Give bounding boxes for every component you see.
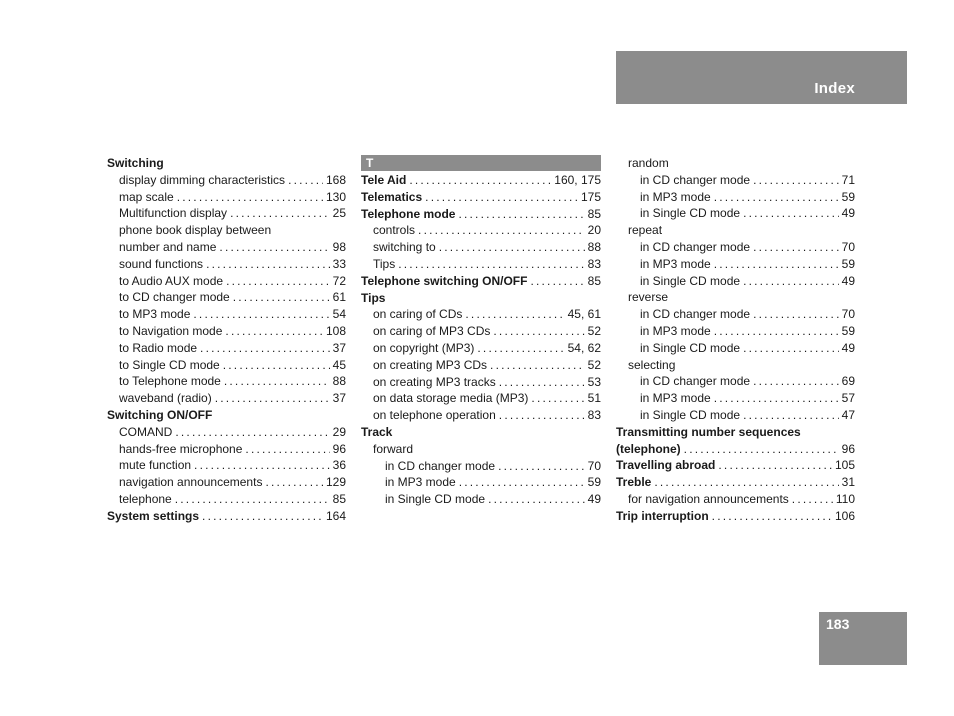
dot-leader (418, 222, 585, 239)
index-entry-page: 54 (332, 307, 346, 322)
index-entry-page: 160, 175 (554, 173, 601, 187)
index-entry-label: mute function (119, 458, 192, 473)
index-entry-label: in CD changer mode (385, 458, 496, 473)
index-entry-page: 49 (841, 206, 855, 221)
index-entry-page: 85 (587, 273, 601, 288)
dot-leader (224, 373, 330, 390)
dot-leader (458, 206, 584, 223)
index-entry-label: to CD changer mode (119, 290, 230, 305)
index-entry (616, 189, 855, 206)
index-entry (616, 172, 855, 189)
index-entry-label: map scale (119, 189, 174, 204)
index-entry-page: 49 (841, 340, 855, 355)
index-entry-label: hands-free microphone (119, 441, 243, 456)
index-entry (616, 441, 855, 458)
index-entry-label: on copyright (MP3) (373, 340, 475, 355)
index-entry-page: 69 (841, 374, 855, 389)
index-entry (107, 491, 346, 508)
dot-leader (477, 340, 564, 357)
dot-leader (194, 457, 330, 474)
index-entry (361, 491, 601, 508)
index-entry-page: 45, 61 (567, 307, 601, 322)
index-entry-label: Treble (616, 475, 652, 490)
index-entry (361, 306, 601, 323)
dot-leader (714, 390, 839, 407)
index-entry-page: 83 (587, 256, 601, 271)
section-letter-bar: T (361, 155, 601, 171)
index-entry (107, 189, 346, 206)
index-entry-label: controls (373, 223, 416, 238)
index-entry-label: to Radio mode (119, 340, 198, 355)
index-entry-page: 49 (841, 273, 855, 288)
index-entry-page: 129 (325, 475, 346, 490)
index-entry-label: on telephone operation (373, 408, 496, 423)
index-entry-label: switching to (373, 240, 436, 255)
index-entry-label: display dimming characteristics (119, 172, 286, 187)
index-entry-label: in CD changer mode (640, 307, 751, 322)
index-entry-page: 36 (332, 458, 346, 473)
index-entry-page: 106 (834, 508, 855, 523)
index-entry-page: 25 (332, 206, 346, 221)
index-entry-label: Travelling abroad (616, 458, 716, 473)
index-entry (361, 474, 601, 491)
index-entry-label: to Telephone mode (119, 374, 221, 389)
index-entry-label: selecting (628, 357, 676, 372)
dot-leader (488, 491, 585, 508)
index-entry-label: (telephone) (616, 441, 681, 456)
index-entry (107, 407, 346, 424)
index-entry-page: 20 (587, 223, 601, 238)
dot-leader (425, 189, 578, 206)
index-entry (361, 172, 601, 189)
index-entry-page: 45 (332, 357, 346, 372)
index-entry-page: 31 (841, 475, 855, 490)
index-entry (107, 172, 346, 189)
index-entry-page: 59 (841, 323, 855, 338)
index-entry-page: 51 (587, 391, 601, 406)
index-entry-label: in CD changer mode (640, 172, 751, 187)
index-entry (616, 323, 855, 340)
index-entry (107, 205, 346, 222)
index-entry-page: 164 (325, 508, 346, 523)
index-entry (616, 457, 855, 474)
index-entry (107, 508, 346, 525)
dot-leader (175, 424, 329, 441)
index-entry-label: in Single CD mode (640, 206, 741, 221)
dot-leader (499, 407, 585, 424)
index-entry (361, 424, 601, 441)
dot-leader (743, 273, 839, 290)
dot-leader (439, 239, 585, 256)
index-entry-label: System settings (107, 508, 200, 523)
index-entry-page: 33 (332, 256, 346, 271)
dot-leader (465, 306, 564, 323)
index-entry-label: in MP3 mode (385, 475, 456, 490)
dot-leader (712, 508, 832, 525)
index-entry (616, 155, 855, 172)
dot-leader (743, 407, 839, 424)
dot-leader (499, 374, 585, 391)
index-entry (616, 424, 855, 441)
dot-leader (714, 189, 839, 206)
index-entry (616, 273, 855, 290)
index-entry (616, 205, 855, 222)
dot-leader (193, 306, 329, 323)
page-title: Index (814, 80, 855, 97)
index-entry (107, 323, 346, 340)
index-entry-page: 168 (325, 172, 346, 187)
index-entry-page: 71 (841, 172, 855, 187)
index-entry-label: on caring of CDs (373, 307, 463, 322)
index-entry (616, 508, 855, 525)
index-entry (616, 390, 855, 407)
dot-leader (230, 205, 330, 222)
header-bar (616, 51, 907, 104)
dot-leader (498, 458, 585, 475)
index-entry (107, 222, 346, 239)
index-entry-page: 130 (325, 189, 346, 204)
index-entry-label: to Navigation mode (119, 323, 223, 338)
dot-leader (714, 256, 839, 273)
index-entry-label: in CD changer mode (640, 374, 751, 389)
index-entry-page: 108 (325, 323, 346, 338)
index-entry (361, 222, 601, 239)
index-entry (616, 407, 855, 424)
dot-leader (714, 323, 839, 340)
index-entry (107, 424, 346, 441)
index-entry-label: Multifunction display (119, 206, 228, 221)
index-entry-label: Trip interruption (616, 508, 709, 523)
dot-leader (493, 323, 584, 340)
index-entry-page: 88 (332, 374, 346, 389)
index-entry-page: 85 (587, 206, 601, 221)
index-entry-label: Tips (361, 290, 386, 305)
dot-leader (215, 390, 330, 407)
index-entry (361, 273, 601, 290)
index-entry (107, 441, 346, 458)
index-entry (361, 239, 601, 256)
dot-leader (265, 474, 323, 491)
index-entry (107, 390, 346, 407)
dot-leader (753, 172, 839, 189)
index-entry (107, 256, 346, 273)
index-entry (361, 390, 601, 407)
index-entry-page: 57 (841, 391, 855, 406)
index-entry-label: in Single CD mode (640, 407, 741, 422)
index-entry (107, 155, 346, 172)
index-entry-label: Telephone mode (361, 206, 456, 221)
dot-leader (177, 189, 323, 206)
index-entry-label: Telephone switching ON/OFF (361, 273, 528, 288)
index-entry (361, 407, 601, 424)
dot-leader (459, 474, 585, 491)
index-entry (361, 340, 601, 357)
page-number-box (819, 612, 907, 665)
index-entry (107, 474, 346, 491)
index-entry-page: 61 (332, 290, 346, 305)
index-column-1 (107, 155, 346, 525)
index-entry (616, 474, 855, 491)
dot-leader (718, 457, 832, 474)
index-entry (107, 457, 346, 474)
index-entry-page: 70 (587, 458, 601, 473)
dot-leader (288, 172, 323, 189)
index-entry (361, 256, 601, 273)
index-entry-page: 96 (841, 441, 855, 456)
index-entry-page: 47 (841, 407, 855, 422)
dot-leader (202, 508, 323, 525)
index-entry-label: Transmitting number sequences (616, 424, 801, 439)
index-entry (616, 222, 855, 239)
index-entry-page: 110 (835, 491, 855, 506)
index-entry-label: repeat (628, 223, 663, 238)
index-entry-label: to MP3 mode (119, 307, 191, 322)
index-entry (361, 458, 601, 475)
index-entry-label: Tips (373, 256, 396, 271)
index-entry-page: 49 (587, 492, 601, 507)
index-entry-label: Switching (107, 156, 164, 170)
index-entry-page: 70 (841, 239, 855, 254)
index-entry (361, 323, 601, 340)
index-entry-page: 29 (332, 424, 346, 439)
dot-leader (200, 340, 330, 357)
dot-leader (792, 491, 833, 508)
index-entry-label: in CD changer mode (640, 239, 751, 254)
index-entry-label: sound functions (119, 256, 204, 271)
dot-leader (654, 474, 838, 491)
index-entry-page: 59 (587, 475, 601, 490)
index-entry (107, 373, 346, 390)
index-entry-page: 37 (332, 340, 346, 355)
index-entry-label: random (628, 156, 669, 170)
dot-leader (743, 340, 839, 357)
index-entry-page: 98 (332, 239, 346, 254)
index-entry (361, 441, 601, 458)
index-entry-label: for navigation announcements (628, 491, 789, 506)
dot-leader (233, 289, 330, 306)
index-entry-page: 70 (841, 307, 855, 322)
index-entry (361, 357, 601, 374)
index-entry (616, 491, 855, 508)
dot-leader (225, 323, 323, 340)
dot-leader (398, 256, 584, 273)
dot-leader (219, 239, 329, 256)
index-entry-page: 52 (587, 324, 601, 339)
index-entry (107, 239, 346, 256)
dot-leader (684, 441, 839, 458)
index-entry-label: in MP3 mode (640, 256, 711, 271)
index-entry (361, 189, 601, 206)
index-entry-label: reverse (628, 290, 669, 305)
index-entry (616, 373, 855, 390)
index-entry-label: in Single CD mode (640, 340, 741, 355)
dot-leader (245, 441, 329, 458)
dot-leader (409, 172, 551, 189)
index-entry (107, 340, 346, 357)
index-entry-page: 53 (587, 374, 601, 389)
index-entry-label: waveband (radio) (119, 391, 212, 406)
index-entry-label: on caring of MP3 CDs (373, 324, 491, 339)
dot-leader (175, 491, 330, 508)
index-entry-label: in MP3 mode (640, 323, 711, 338)
index-entry (616, 256, 855, 273)
index-entry-label: navigation announcements (119, 475, 263, 490)
index-entry (361, 374, 601, 391)
index-entry-page: 85 (332, 491, 346, 506)
index-entry-label: in Single CD mode (640, 273, 741, 288)
dot-leader (753, 306, 839, 323)
index-entry-page: 59 (841, 256, 855, 271)
dot-leader (531, 390, 584, 407)
dot-leader (743, 205, 839, 222)
index-entry-label: to Audio AUX mode (119, 273, 224, 288)
index-entry-label: number and name (119, 239, 217, 254)
index-entry-label: on creating MP3 CDs (373, 357, 488, 372)
index-entry-label: COMAND (119, 424, 173, 439)
index-entry (616, 239, 855, 256)
index-entry-page: 96 (332, 441, 346, 456)
index-entry (616, 306, 855, 323)
index-entry-label: on creating MP3 tracks (373, 374, 496, 389)
index-entry-label: in Single CD mode (385, 492, 486, 507)
dot-leader (753, 373, 839, 390)
index-entry-page: 88 (587, 240, 601, 255)
index-entry-label: phone book display between (119, 223, 272, 238)
index-entry-label: telephone (119, 491, 172, 506)
index-entry (361, 290, 601, 307)
dot-leader (206, 256, 330, 273)
index-entry (107, 289, 346, 306)
index-entry-page: 54, 62 (567, 340, 601, 355)
index-column-2 (361, 155, 601, 508)
index-entry-page: 72 (332, 273, 346, 288)
page-number: 183 (826, 616, 850, 632)
dot-leader (226, 273, 330, 290)
index-entry-label: to Single CD mode (119, 357, 220, 372)
index-entry (616, 340, 855, 357)
dot-leader (223, 357, 330, 374)
index-entry-label: on data storage media (MP3) (373, 391, 529, 406)
index-entry (107, 273, 346, 290)
index-entry (361, 206, 601, 223)
dot-leader (490, 357, 585, 374)
index-entry-page: 83 (587, 408, 601, 423)
dot-leader (753, 239, 839, 256)
index-entry (616, 289, 855, 306)
index-entry-label: in MP3 mode (640, 189, 711, 204)
index-entry-page: 59 (841, 189, 855, 204)
index-entry (107, 357, 346, 374)
index-entry-label: Telematics (361, 189, 423, 204)
index-entry (616, 357, 855, 374)
index-entry-label: Track (361, 424, 393, 439)
index-entry-page: 105 (834, 458, 855, 473)
index-entry-page: 175 (580, 189, 601, 204)
index-entry-label: Switching ON/OFF (107, 407, 213, 422)
index-entry-label: forward (373, 441, 414, 456)
index-entry-label: in MP3 mode (640, 391, 711, 406)
dot-leader (530, 273, 584, 290)
index-column-3 (616, 155, 855, 525)
index-entry (107, 306, 346, 323)
index-entry-page: 37 (332, 391, 346, 406)
index-entry-label: Tele Aid (361, 173, 407, 187)
index-entry-page: 52 (587, 357, 601, 372)
